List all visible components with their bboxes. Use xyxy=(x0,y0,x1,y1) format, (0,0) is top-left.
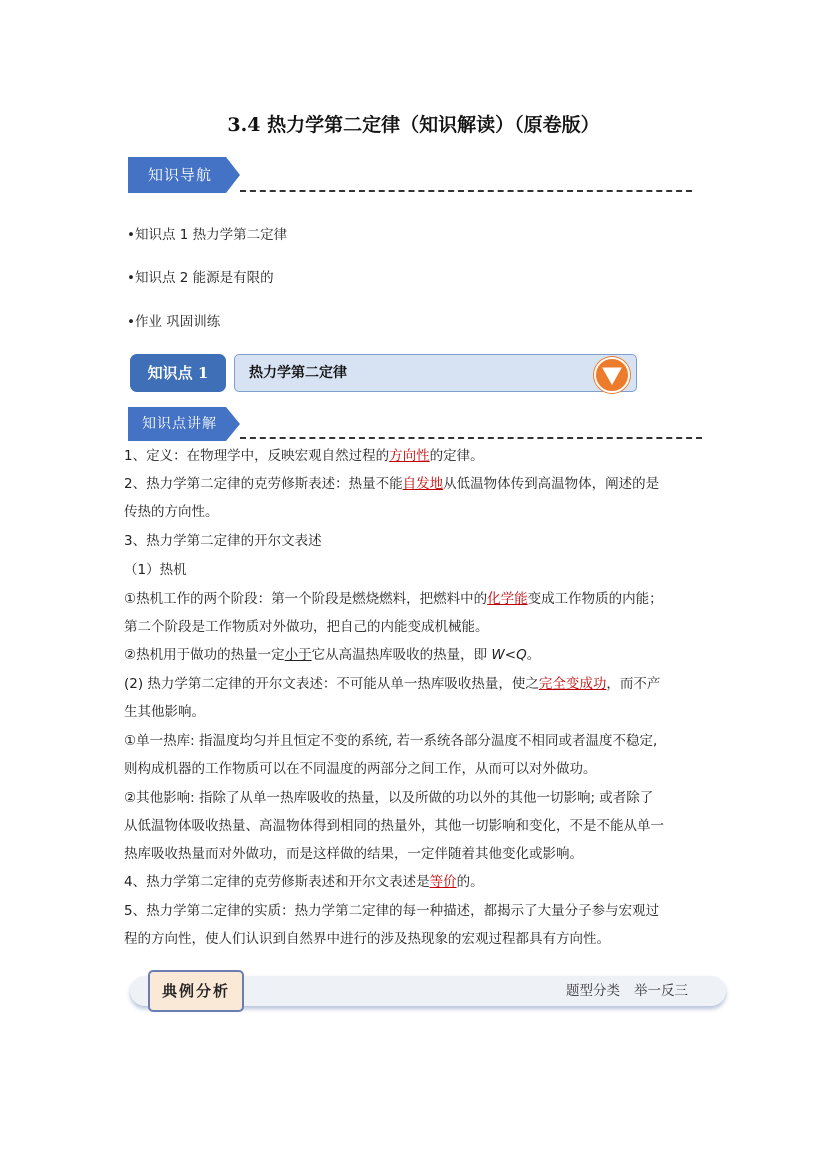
triangle-down-icon xyxy=(602,367,622,385)
examples-tags xyxy=(566,976,688,1006)
examples-label: 典例分析 xyxy=(148,970,244,1012)
nav-item-1[interactable]: •知识点 1 热力学第二定律 xyxy=(127,227,288,243)
paragraph-other-effects: ②其他影响: 指除了从单一热库吸收的热量，以及所做的功以外的其他一切影响; 或者除了 从低温物体吸收热量、高温物体得到相同的热量外，其他一切影响和变化，不是不能从单一 热库吸收热量而对外做功，而是这样做的结果，一定伴随着其他变化或影响。 xyxy=(124,790,664,862)
divider xyxy=(240,190,692,192)
knowledge-point-header[interactable] xyxy=(234,354,637,392)
expand-toggle[interactable] xyxy=(594,357,630,393)
knowledge-point-badge: 知识点 1 xyxy=(130,354,226,392)
knowledge-point-title: 热力学第二定律 xyxy=(249,365,347,381)
paragraph-kelvin-heading: 3、热力学第二定律的开尔文表述 xyxy=(124,533,322,549)
nav-item-2[interactable]: •知识点 2 能源是有限的 xyxy=(127,270,274,286)
paragraph-kelvin: (2) 热力学第二定律的开尔文表述：不可能从单一热库吸收热量，使之完全变成功，而不产 生其他影响。 xyxy=(124,676,661,720)
tag-inference: 举一反三 xyxy=(634,983,688,999)
nav-banner xyxy=(128,157,240,193)
paragraph-single-reservoir: ①单一热库: 指温度均匀并且恒定不变的系统, 若一系统各部分温度不相同或者温度不稳定, 则构成机器的工作物质可以在不同温度的两部分之间工作，从而可以对外做功。 xyxy=(124,733,658,777)
paragraph-definition: 1、定义：在物理学中，反映宏观自然过程的方向性的定律。 xyxy=(124,448,484,464)
divider xyxy=(240,437,702,439)
paragraph-heat-engine: （1）热机 xyxy=(124,562,187,578)
paragraph-two-stages: ①热机工作的两个阶段：第一个阶段是燃烧燃料，把燃料中的化学能变成工作物质的内能； 第二个阶段是工作物质对外做功，把自己的内能变成机械能。 xyxy=(124,591,663,635)
paragraph-essence: 5、热力学第二定律的实质：热力学第二定律的每一种描述，都揭示了大量分子参与宏观过 程的方向性，使人们认识到自然界中进行的涉及热现象的宏观过程都具有方向性。 xyxy=(124,903,660,947)
explain-banner xyxy=(128,407,240,441)
paragraph-work-heat: ②热机用于做功的热量一定小于它从高温热库吸收的热量，即 W<Q。 xyxy=(124,647,541,663)
paragraph-clausius: 2、热力学第二定律的克劳修斯表述：热量不能自发地从低温物体传到高温物体，阐述的是 传热的方向性。 xyxy=(124,476,660,520)
nav-banner-label: 知识导航 xyxy=(148,166,213,184)
nav-item-3[interactable]: •作业 巩固训练 xyxy=(127,314,221,330)
page-title: 3.4 热力学第二定律（知识解读）（原卷版） xyxy=(227,114,600,136)
paragraph-equivalence: 4、热力学第二定律的克劳修斯表述和开尔文表述是等价的。 xyxy=(124,874,484,890)
examples-section-header xyxy=(130,970,726,1010)
tag-question-types: 题型分类 xyxy=(566,983,620,999)
explain-banner-label: 知识点讲解 xyxy=(142,416,217,432)
